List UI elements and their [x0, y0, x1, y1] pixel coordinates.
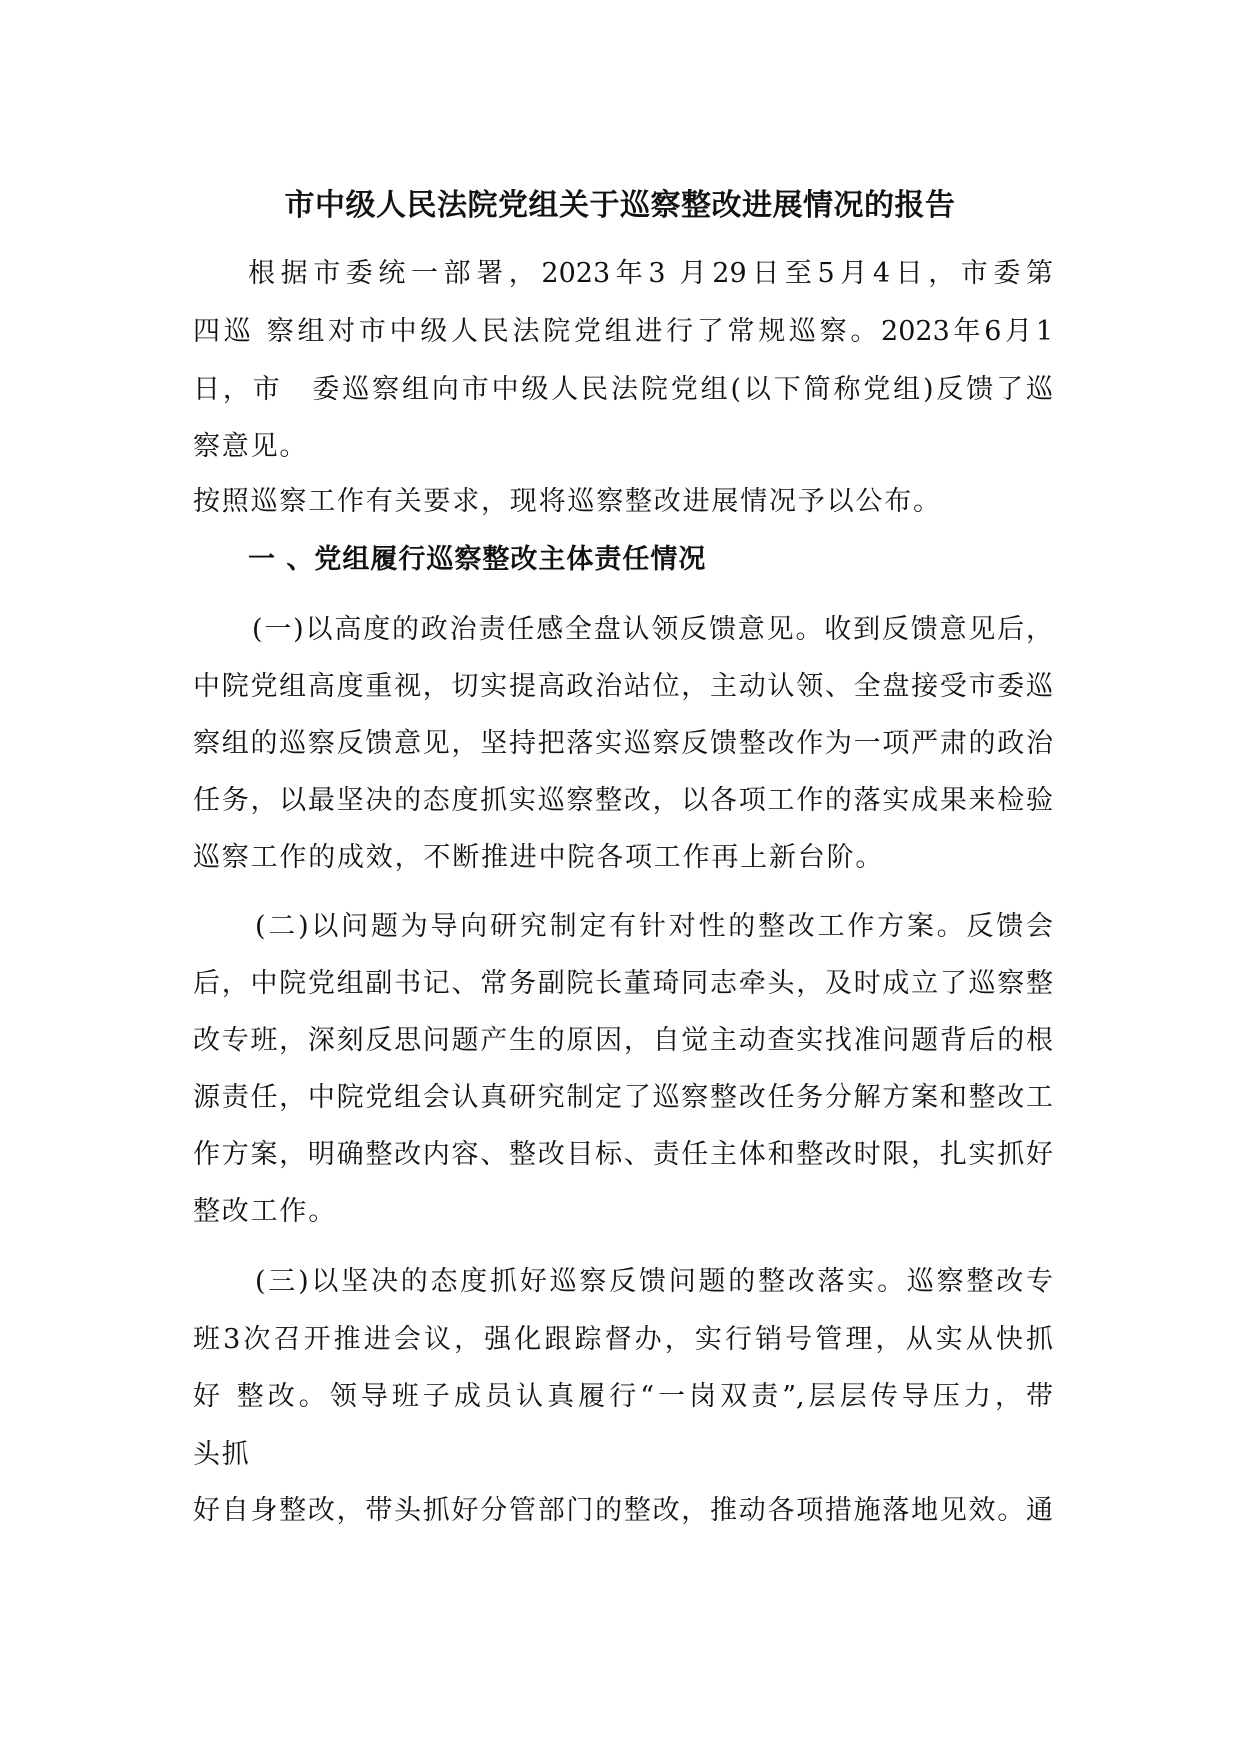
para3-line-4: 头抓	[193, 1439, 251, 1470]
para1-line-1: (一)以高度的政治责任感全盘认领反馈意见。收到反馈意见后，	[252, 614, 1053, 645]
para3-line-5: 好自身整改，带头抓好分管部门的整改，推动各项措施落地见效。通	[193, 1495, 1053, 1526]
para3-line-1: (三)以坚决的态度抓好巡察反馈问题的整改落实。巡察整改专	[255, 1266, 1053, 1297]
para1-line-3: 察组的巡察反馈意见，坚持把落实巡察反馈整改作为一项严肃的政治	[193, 728, 1053, 759]
para2-line-2: 后，中院党组副书记、常务副院长董琦同志牵头，及时成立了巡察整	[193, 968, 1053, 999]
section-heading: 一 、党组履行巡察整改主体责任情况	[248, 544, 707, 575]
para1-line-5: 巡察工作的成效，不断推进中院各项工作再上新台阶。	[193, 842, 885, 873]
para2-line-3: 改专班，深刻反思问题产生的原因，自觉主动查实找准问题背后的根	[193, 1025, 1053, 1056]
intro-line-1: 根据市委统一部署，2023年3 月29日至5月4日，市委第	[248, 258, 1053, 289]
intro-line-4: 察意见。	[193, 431, 309, 462]
para2-line-1: (二)以问题为导向研究制定有针对性的整改工作方案。反馈会	[255, 911, 1053, 942]
para1-line-4: 任务，以最坚决的态度抓实巡察整改，以各项工作的落实成果来检验	[193, 785, 1053, 816]
para1-line-2: 中院党组高度重视，切实提高政治站位，主动认领、全盘接受市委巡	[193, 671, 1053, 702]
para2-line-5: 作方案，明确整改内容、整改目标、责任主体和整改时限，扎实抓好	[193, 1139, 1053, 1170]
para2-line-6: 整改工作。	[193, 1196, 337, 1227]
intro-line-3: 日，市 委巡察组向市中级人民法院党组(以下简称党组)反馈了巡	[193, 374, 1053, 405]
para3-line-2: 班3次召开推进会议，强化跟踪督办，实行销号管理，从实从快抓	[193, 1324, 1053, 1355]
para3-line-3: 好 整改。领导班子成员认真履行“一岗双责”,层层传导压力，带	[193, 1381, 1053, 1412]
intro-line-2: 四巡 察组对市中级人民法院党组进行了常规巡察。2023年6月1	[193, 316, 1053, 347]
intro-line-5: 按照巡察工作有关要求，现将巡察整改进展情况予以公布。	[193, 486, 942, 517]
para2-line-4: 源责任，中院党组会认真研究制定了巡察整改任务分解方案和整改工	[193, 1082, 1053, 1113]
document-title: 市中级人民法院党组关于巡察整改进展情况的报告	[284, 188, 956, 223]
